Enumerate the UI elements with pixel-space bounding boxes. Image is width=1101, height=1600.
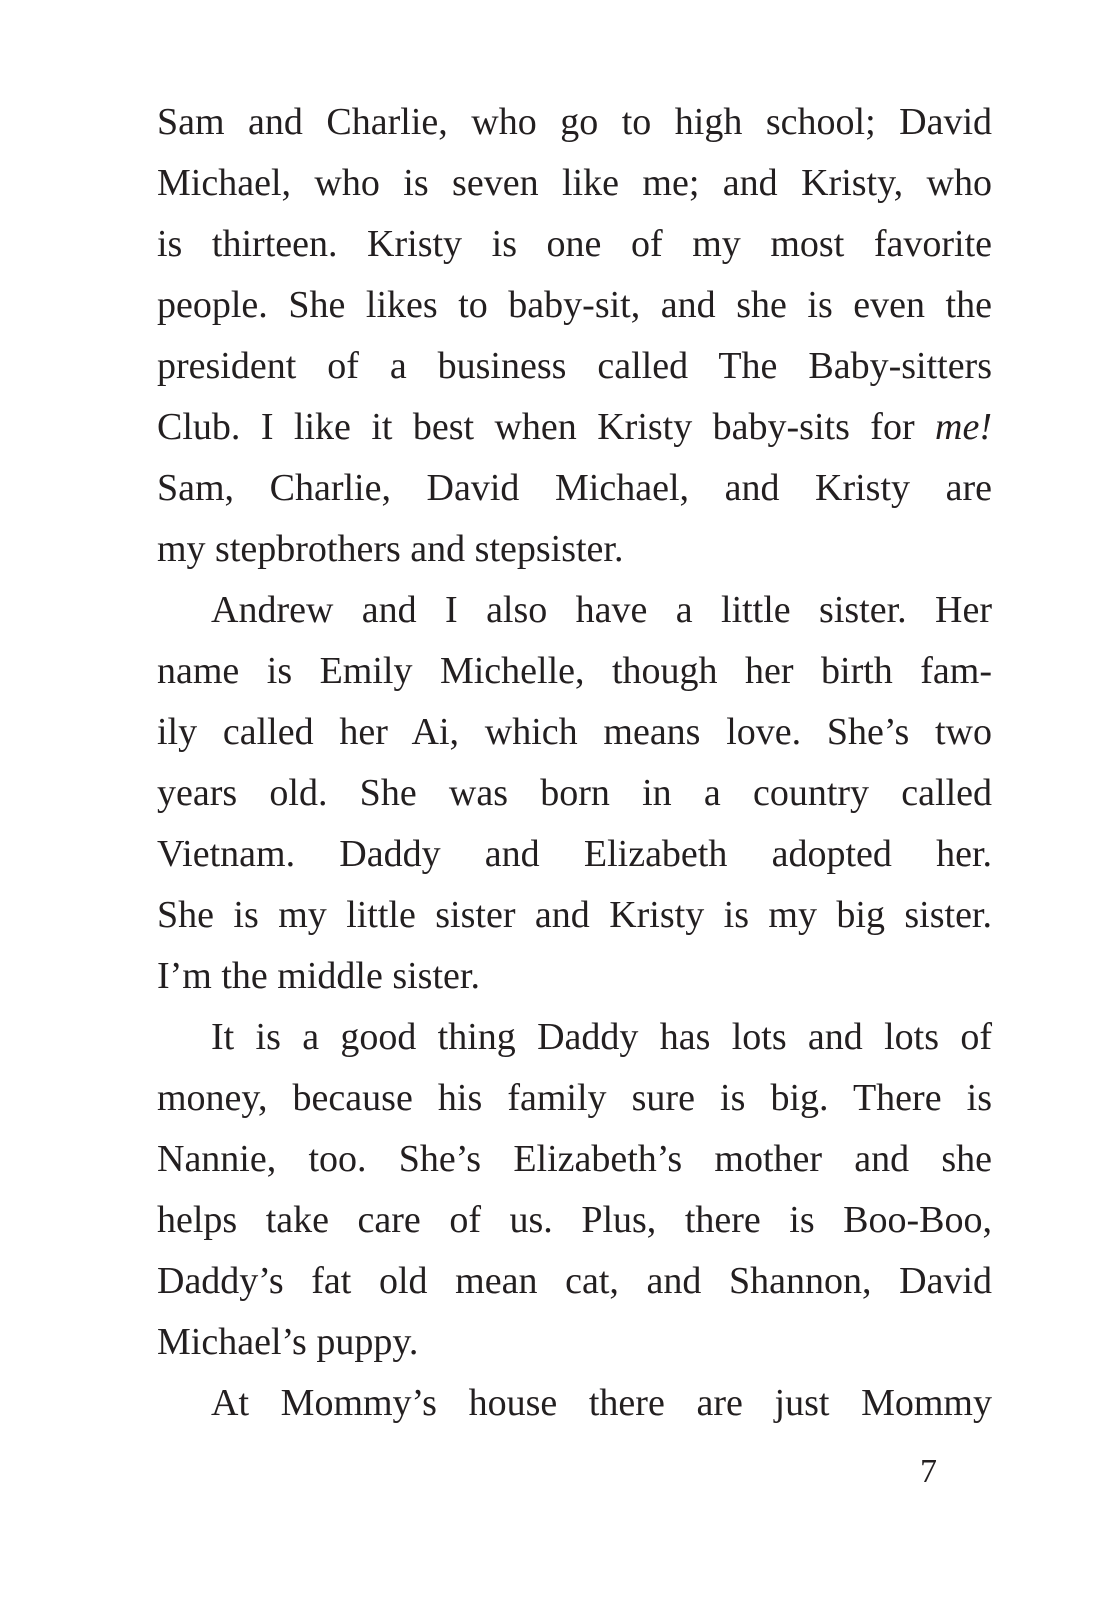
text-line: At Mommy’s house there are just Mommy — [211, 1382, 992, 1424]
text-run: Club. I like it best when Kristy baby-sits for — [157, 406, 936, 448]
text-line: is thirteen. Kristy is one of my most favorite — [157, 223, 992, 265]
text-line: helps take care of us. Plus, there is Boo-Boo, — [157, 1199, 992, 1241]
paragraph — [157, 92, 992, 580]
text-line: Sam and Charlie, who go to high school; David — [157, 101, 992, 143]
text-line: people. She likes to baby-sit, and she is even the — [157, 284, 992, 326]
text-line: ily called her Ai, which means love. She’s two — [157, 711, 992, 753]
text-line: Vietnam. Daddy and Elizabeth adopted her. — [157, 833, 992, 875]
page-body — [157, 92, 992, 1434]
text-line: president of a business called The Baby-sitters — [157, 345, 992, 387]
text-line: I’m the middle sister. — [157, 955, 480, 997]
text-line: years old. She was born in a country called — [157, 772, 992, 814]
paragraph — [157, 580, 992, 1007]
text-line: She is my little sister and Kristy is my big sister. — [157, 894, 992, 936]
text-line — [157, 397, 992, 458]
text-line: Michael, who is seven like me; and Kristy, who — [157, 162, 992, 204]
emphasis-text: me! — [935, 406, 992, 448]
text-line: Andrew and I also have a little sister. Her — [211, 589, 992, 631]
text-line: Michael’s puppy. — [157, 1321, 419, 1363]
text-line: It is a good thing Daddy has lots and lots of — [211, 1016, 992, 1058]
text-line: Daddy’s fat old mean cat, and Shannon, David — [157, 1260, 992, 1302]
page-number: 7 — [920, 1453, 937, 1490]
paragraph — [157, 1373, 992, 1434]
text-line: Sam, Charlie, David Michael, and Kristy are — [157, 467, 992, 509]
text-line: Nannie, too. She’s Elizabeth’s mother and she — [157, 1138, 992, 1180]
text-line: name is Emily Michelle, though her birth fam- — [157, 650, 992, 692]
text-line: my stepbrothers and stepsister. — [157, 528, 624, 570]
paragraph — [157, 1007, 992, 1373]
text-line: money, because his family sure is big. There is — [157, 1077, 992, 1119]
